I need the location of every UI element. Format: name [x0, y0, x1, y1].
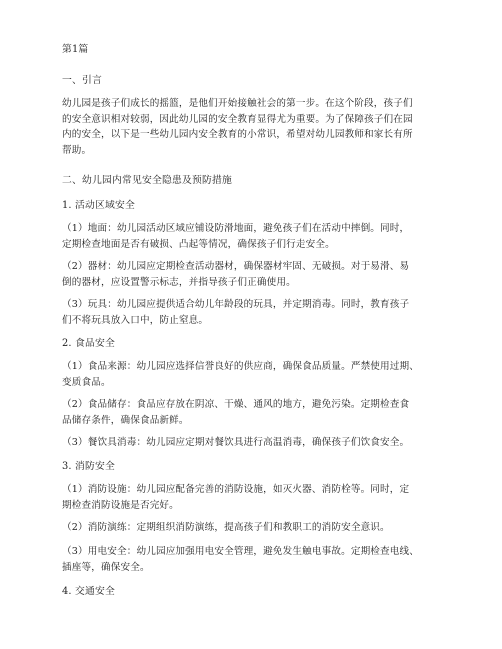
paragraph — [62, 221, 442, 252]
paragraph — [62, 297, 442, 328]
subsection-1-heading: 1. 活动区域安全 — [62, 200, 136, 211]
paragraph — [62, 435, 442, 451]
text-line: （2）食品储存：食品应存放在阴凉、干燥、通风的地方，避免污染。定期检查食 — [62, 399, 410, 410]
paragraph — [62, 259, 442, 290]
text-line: 内的安全，以下是一些幼儿园内安全教育的小常识，希望对幼儿园教师和家长有所 — [62, 129, 413, 140]
text-line: （3）用电安全：幼儿园应加强用电安全管理，避免发生触电事故。定期检查电线、 — [62, 546, 420, 557]
intro-paragraph — [62, 96, 442, 158]
paragraph — [62, 544, 442, 575]
subsection-3-heading: 3. 消防安全 — [62, 461, 116, 472]
text-line: （3）餐饮具消毒：幼儿园应定期对餐饮具进行高温消毒，确保孩子们饮食安全。 — [62, 437, 410, 448]
text-line: 变质食品。 — [62, 376, 111, 388]
text-line: 幼儿园是孩子们成长的摇篮，是他们开始接触社会的第一步。在这个阶段，孩子们 — [62, 98, 413, 109]
text-line: （2）器材：幼儿园应定期检查活动器材，确保器材牢固、无破损。对于易滑、易 — [62, 261, 410, 272]
text-line: 帮助。 — [62, 144, 92, 156]
text-line: （1）食品来源：幼儿园应选择信誉良好的供应商，确保食品质量。严禁使用过期、 — [62, 361, 420, 372]
text-line: （2）消防演练：定期组织消防演练，提高孩子们和教职工的消防安全意识。 — [62, 522, 390, 533]
text-line: 插座等，确保安全。 — [62, 561, 150, 573]
paragraph — [62, 359, 442, 390]
text-line: 的安全意识相对较弱，因此幼儿园的安全教育显得尤为重要。为了保障孩子们在园 — [62, 113, 413, 125]
text-line: （1）地面：幼儿园活动区域应铺设防滑地面，避免孩子们在活动中摔倒。同时， — [62, 223, 410, 234]
section-1-heading: 一、引言 — [62, 75, 102, 86]
text-line: 们不将玩具放入口中，防止窒息。 — [62, 314, 209, 326]
paragraph — [62, 397, 442, 428]
text-line: 品储存条件，确保食品新鲜。 — [62, 414, 189, 426]
text-line: 定期检查地面是否有破损、凸起等情况，确保孩子们行走安全。 — [62, 238, 335, 250]
section-2-heading: 二、幼儿园内常见安全隐患及预防措施 — [62, 175, 232, 186]
text-line: 倒的器材，应设置警示标志，并指导孩子们正确使用。 — [62, 276, 296, 288]
subsection-4-heading: 4. 交通安全 — [62, 586, 116, 597]
paragraph — [62, 520, 442, 536]
text-line: 期检查消防设施是否完好。 — [62, 499, 179, 511]
text-line: （3）玩具：幼儿园应提供适合幼儿年龄段的玩具，并定期消毒。同时，教育孩子 — [62, 299, 410, 310]
subsection-2-heading: 2. 食品安全 — [62, 338, 116, 349]
paragraph — [62, 482, 442, 513]
page-label: 第1篇 — [62, 44, 89, 55]
text-line: （1）消防设施：幼儿园应配备完善的消防设施，如灭火器、消防栓等。同时，定 — [62, 484, 410, 495]
